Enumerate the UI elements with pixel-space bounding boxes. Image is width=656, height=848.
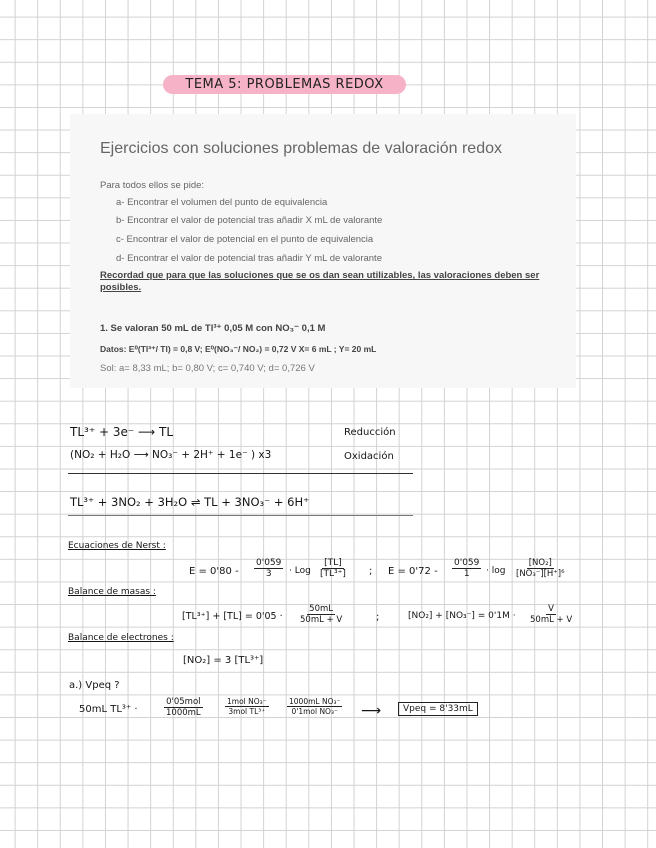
divider <box>68 515 413 516</box>
reduction-label: Reducción <box>344 427 396 438</box>
electron-balance-equation: [NO₂] = 3 [TL³⁺] <box>183 655 264 666</box>
divider <box>68 473 413 474</box>
nernst2-log: · log <box>486 566 506 576</box>
question-a: a.) Vpeq ? <box>69 680 120 691</box>
mass-balance-title: Balance de masas : <box>68 587 156 597</box>
separator: ; <box>369 566 373 577</box>
nernst2-prefix: E = 0'72 - <box>388 566 438 577</box>
nernst2-fraction: $\frac{0'059}{1}$ <box>454 558 480 579</box>
problem-data: Datos: E⁰(Tl³⁺/ Tl) = 0,8 V; E⁰(NO₃⁻/ NO₂) = 0,72 V X= 6 mL ; Y= 20 mL <box>100 344 377 354</box>
global-reaction: TL³⁺ + 3NO₂ + 3H₂O ⇌ TL + 3NO₃⁻ + 6H⁺ <box>70 495 310 509</box>
nernst-title: Ecuaciones de Nerst : <box>68 541 166 551</box>
mass-balance-2-prefix: [NO₂] + [NO₃⁻] = 0'1M · <box>408 611 516 621</box>
mass-balance-2-fraction: $\frac{V}{50mL + V}$ <box>530 604 573 625</box>
page-title: TEMA 5: PROBLEMAS REDOX <box>163 75 406 94</box>
calc-fraction-1: 0'05mol 1000mL <box>166 697 201 718</box>
calc-fraction-3: 1000mL NO₃⁻ 0'1mol NO₃⁻ <box>289 697 341 716</box>
card-heading: Ejercicios con soluciones problemas de valoración redox <box>100 140 502 157</box>
nernst1-log: · Log <box>289 566 311 576</box>
nernst1-prefix: E = 0'80 - <box>189 566 239 577</box>
card-intro: Para todos ellos se pide: <box>100 180 205 191</box>
list-item: d- Encontrar el valor de potencial tras añadir Y mL de valorante <box>116 253 382 264</box>
nernst1-log-fraction: $\frac{[TL]}{\text{[TL³⁺]}}$ <box>320 558 346 579</box>
calc-fraction-2: 1mol NO₃⁻ 3mol TL³⁺ <box>227 697 267 716</box>
nernst2-log-fraction: $\frac{\text{[NO₂]}}{\text{[NO₃⁻][H⁺]⁶}}$ <box>516 558 565 579</box>
problem-solution: Sol: a= 8,33 mL; b= 0,80 V; c= 0,740 V; d= 0,726 V <box>100 363 315 374</box>
result-box: Vpeq = 8'33mL <box>398 702 478 716</box>
reduction-half-reaction: TL³⁺ + 3e⁻ ⟶ TL <box>70 425 174 439</box>
list-item: c- Encontrar el valor de potencial en el punto de equivalencia <box>116 234 374 245</box>
list-item: b- Encontrar el valor de potencial tras añadir X mL de valorante <box>116 215 383 226</box>
mass-balance-1-prefix: [TL³⁺] + [TL] = 0'05 · <box>182 611 283 622</box>
arrow: ⟶ <box>361 703 382 719</box>
nernst1-fraction: $\frac{0'059}{3}$ <box>256 558 282 579</box>
electron-balance-title: Balance de electrones : <box>68 633 174 643</box>
calc-prefix: 50mL TL³⁺ · <box>79 704 138 715</box>
card-note: Recordad que para que las soluciones que se os dan sean utilizables, las valoraciones deben ser posibles. <box>100 270 540 293</box>
oxidation-label: Oxidación <box>344 451 394 462</box>
oxidation-half-reaction: (NO₂ + H₂O ⟶ NO₃⁻ + 2H⁺ + 1e⁻ ) x3 <box>70 449 272 461</box>
mass-balance-1-fraction: $\frac{50mL}{50mL + V}$ <box>300 604 343 625</box>
exercise-card <box>70 114 576 388</box>
list-item: a- Encontrar el volumen del punto de equivalencia <box>116 197 328 208</box>
separator: ; <box>376 612 380 623</box>
problem-statement: 1. Se valoran 50 mL de Tl³⁺ 0,05 M con NO₃⁻ 0,1 M <box>100 323 326 334</box>
